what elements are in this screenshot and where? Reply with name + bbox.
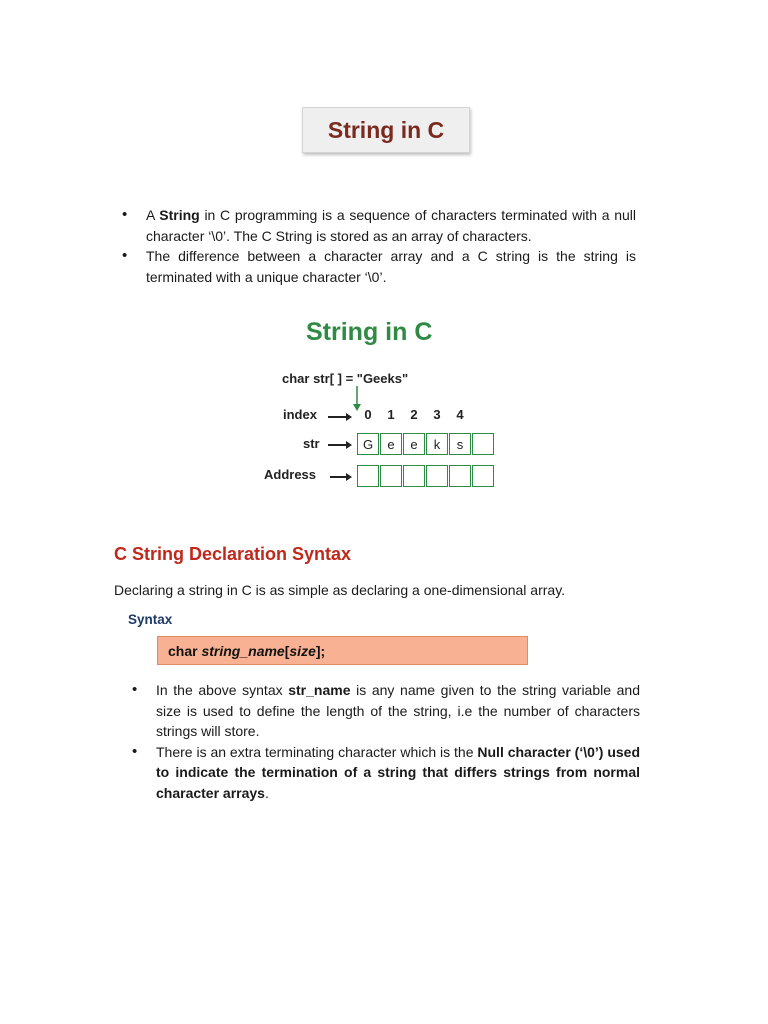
syntax-code-box [157, 636, 528, 665]
diagram-code-label: char str[ ] = "Geeks" [282, 371, 409, 386]
list-item [146, 246, 636, 287]
syntax-bracket: [ [284, 642, 290, 659]
index-label: index [283, 407, 317, 422]
char-cell: k [426, 433, 448, 455]
bullet-text: . [264, 784, 269, 801]
str-arrow-icon [328, 444, 350, 446]
index-number: 0 [364, 407, 372, 422]
bullet-text: A [146, 207, 160, 223]
address-cell [449, 465, 471, 487]
index-number: 1 [387, 407, 395, 422]
syntax-label: Syntax [128, 612, 173, 627]
char-cell: e [380, 433, 402, 455]
char-cell [472, 433, 494, 455]
bullet-bold-text: Null character (‘\0’) used to indicate the termination of a string that differs strings from normal character arrays [156, 743, 641, 801]
diagram-title: String in C [306, 318, 433, 346]
section-paragraph: Declaring a string in C is as simple as declaring a one-dimensional array. [114, 582, 566, 598]
detail-bullet-list [156, 680, 640, 803]
index-number: 4 [456, 407, 464, 422]
section-heading: C String Declaration Syntax [114, 544, 352, 564]
address-arrow-icon [330, 476, 350, 478]
list-item [146, 205, 636, 246]
bullet-text: is any name given to the string variable and size is used to define the length of the string, i.e the number of characters strings will store. [156, 682, 641, 739]
bullet-text: There is an extra terminating character which is the [156, 743, 478, 760]
address-cell [426, 465, 448, 487]
address-cell [357, 465, 379, 487]
list-item [156, 742, 640, 804]
address-cell [380, 465, 402, 487]
syntax-size: size [289, 642, 316, 659]
index-arrow-icon [328, 416, 350, 418]
address-label: Address [264, 467, 317, 482]
address-cell [472, 465, 494, 487]
index-number: 2 [410, 407, 418, 422]
bullet-text: The difference between a character array and a C string is the string is terminated with a unique character ‘\0’. [146, 248, 636, 285]
intro-bullet-list [146, 205, 636, 287]
list-item [156, 680, 640, 742]
syntax-identifier: string_name [201, 642, 285, 659]
syntax-terminator: ]; [315, 642, 326, 659]
index-number: 3 [433, 407, 441, 422]
bullet-bold-text: str_name [288, 682, 351, 698]
char-cell: s [449, 433, 471, 455]
char-cell: G [357, 433, 379, 455]
str-label: str [303, 436, 320, 451]
document-title: String in C [302, 107, 470, 153]
bullet-text: In the above syntax [156, 682, 289, 698]
bullet-bold-text: String [159, 207, 200, 223]
bullet-text: in C programming is a sequence of characters terminated with a null character ‘\0’. The C String is stored as an array of characters. [146, 207, 636, 244]
char-cell: e [403, 433, 425, 455]
syntax-keyword: char [168, 642, 202, 659]
address-cell [403, 465, 425, 487]
